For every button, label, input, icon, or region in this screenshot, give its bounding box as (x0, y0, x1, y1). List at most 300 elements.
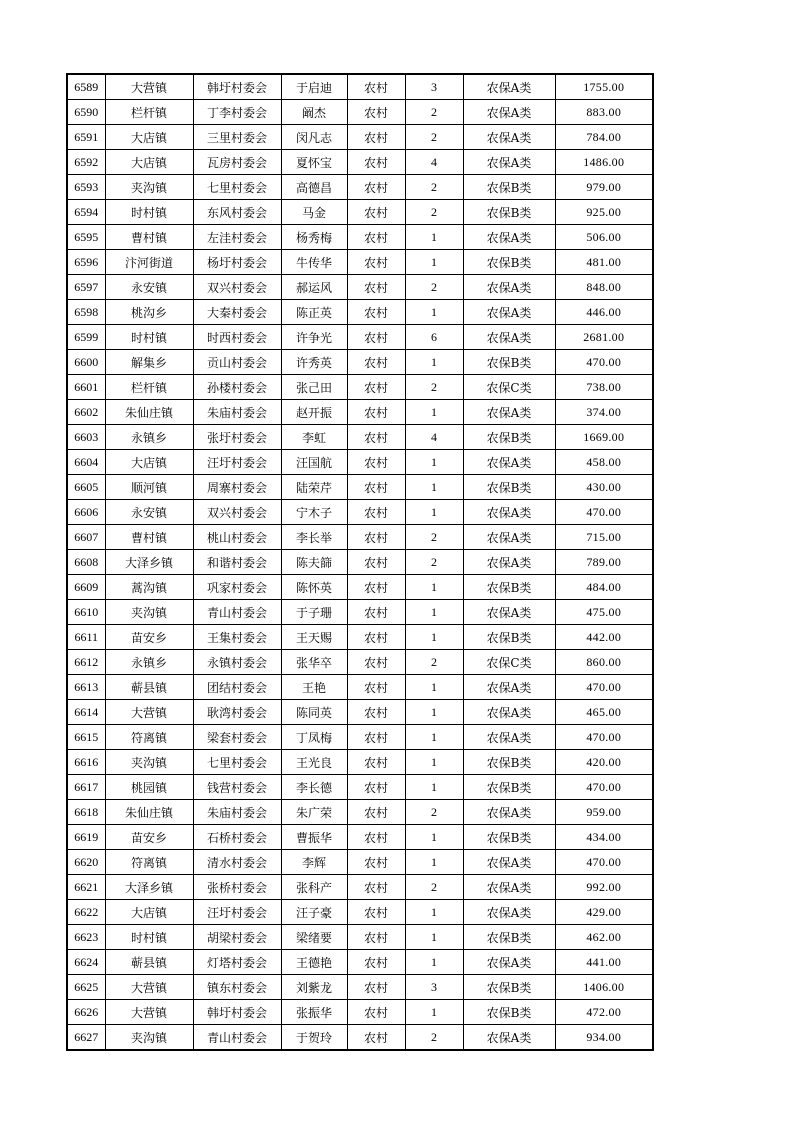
cell-amount: 2681.00 (555, 325, 653, 350)
cell-name: 马金 (281, 200, 347, 225)
cell-member-count: 2 (405, 650, 463, 675)
cell-village-committee: 双兴村委会 (193, 275, 281, 300)
cell-insurance-category: 农保A类 (463, 100, 555, 125)
cell-amount: 484.00 (555, 575, 653, 600)
cell-insurance-category: 农保A类 (463, 950, 555, 975)
cell-insurance-category: 农保A类 (463, 725, 555, 750)
cell-member-count: 3 (405, 74, 463, 100)
cell-village-committee: 张圩村委会 (193, 425, 281, 450)
cell-row-number: 6618 (67, 800, 105, 825)
cell-member-count: 1 (405, 500, 463, 525)
cell-row-number: 6604 (67, 450, 105, 475)
cell-name: 张振华 (281, 1000, 347, 1025)
table-row (67, 1000, 653, 1025)
cell-insurance-category: 农保B类 (463, 1000, 555, 1025)
cell-village-committee: 杨圩村委会 (193, 250, 281, 275)
cell-amount: 441.00 (555, 950, 653, 975)
table-row (67, 225, 653, 250)
cell-town: 朱仙庄镇 (105, 400, 193, 425)
table-row (67, 275, 653, 300)
cell-town: 顺河镇 (105, 475, 193, 500)
cell-household-type: 农村 (347, 775, 405, 800)
cell-name: 高德昌 (281, 175, 347, 200)
cell-household-type: 农村 (347, 675, 405, 700)
cell-village-committee: 瓦房村委会 (193, 150, 281, 175)
cell-household-type: 农村 (347, 350, 405, 375)
cell-village-committee: 团结村委会 (193, 675, 281, 700)
cell-household-type: 农村 (347, 425, 405, 450)
cell-row-number: 6593 (67, 175, 105, 200)
table-row (67, 575, 653, 600)
cell-amount: 446.00 (555, 300, 653, 325)
cell-town: 大店镇 (105, 125, 193, 150)
cell-insurance-category: 农保B类 (463, 625, 555, 650)
cell-name: 郝运风 (281, 275, 347, 300)
cell-insurance-category: 农保B类 (463, 475, 555, 500)
cell-insurance-category: 农保A类 (463, 550, 555, 575)
table-row (67, 125, 653, 150)
cell-row-number: 6591 (67, 125, 105, 150)
cell-member-count: 2 (405, 800, 463, 825)
cell-insurance-category: 农保A类 (463, 125, 555, 150)
cell-insurance-category: 农保B类 (463, 350, 555, 375)
cell-amount: 1406.00 (555, 975, 653, 1000)
cell-name: 梁绪要 (281, 925, 347, 950)
cell-member-count: 2 (405, 175, 463, 200)
cell-name: 陈同英 (281, 700, 347, 725)
cell-amount: 465.00 (555, 700, 653, 725)
table-row (67, 525, 653, 550)
cell-member-count: 1 (405, 225, 463, 250)
cell-amount: 475.00 (555, 600, 653, 625)
cell-household-type: 农村 (347, 200, 405, 225)
cell-insurance-category: 农保A类 (463, 800, 555, 825)
cell-insurance-category: 农保A类 (463, 500, 555, 525)
cell-name: 陈夫篩 (281, 550, 347, 575)
table-row (67, 450, 653, 475)
cell-village-committee: 耿湾村委会 (193, 700, 281, 725)
cell-amount: 738.00 (555, 375, 653, 400)
cell-village-committee: 清水村委会 (193, 850, 281, 875)
cell-town: 大泽乡镇 (105, 550, 193, 575)
cell-member-count: 1 (405, 775, 463, 800)
table-row (67, 650, 653, 675)
cell-town: 苗安乡 (105, 625, 193, 650)
cell-household-type: 农村 (347, 950, 405, 975)
table-row (67, 550, 653, 575)
cell-village-committee: 贡山村委会 (193, 350, 281, 375)
cell-town: 大营镇 (105, 74, 193, 100)
cell-row-number: 6619 (67, 825, 105, 850)
cell-town: 时村镇 (105, 925, 193, 950)
cell-name: 王天赐 (281, 625, 347, 650)
cell-row-number: 6597 (67, 275, 105, 300)
cell-amount: 979.00 (555, 175, 653, 200)
cell-insurance-category: 农保A类 (463, 225, 555, 250)
table-row (67, 775, 653, 800)
cell-row-number: 6607 (67, 525, 105, 550)
cell-village-committee: 梁套村委会 (193, 725, 281, 750)
cell-village-committee: 七里村委会 (193, 175, 281, 200)
records-table (66, 73, 654, 1051)
table-row (67, 825, 653, 850)
cell-member-count: 1 (405, 850, 463, 875)
table-row (67, 300, 653, 325)
cell-town: 大店镇 (105, 150, 193, 175)
cell-household-type: 农村 (347, 625, 405, 650)
cell-household-type: 农村 (347, 175, 405, 200)
cell-town: 符离镇 (105, 850, 193, 875)
cell-member-count: 2 (405, 525, 463, 550)
table-row (67, 875, 653, 900)
cell-village-committee: 桃山村委会 (193, 525, 281, 550)
cell-amount: 506.00 (555, 225, 653, 250)
cell-name: 阚杰 (281, 100, 347, 125)
cell-town: 夹沟镇 (105, 175, 193, 200)
cell-insurance-category: 农保C类 (463, 650, 555, 675)
cell-amount: 470.00 (555, 775, 653, 800)
cell-member-count: 2 (405, 275, 463, 300)
cell-amount: 715.00 (555, 525, 653, 550)
cell-insurance-category: 农保B类 (463, 250, 555, 275)
cell-village-committee: 三里村委会 (193, 125, 281, 150)
cell-name: 王德艳 (281, 950, 347, 975)
cell-amount: 472.00 (555, 1000, 653, 1025)
cell-household-type: 农村 (347, 225, 405, 250)
cell-amount: 442.00 (555, 625, 653, 650)
cell-household-type: 农村 (347, 125, 405, 150)
cell-town: 大店镇 (105, 450, 193, 475)
cell-row-number: 6603 (67, 425, 105, 450)
cell-name: 曹振华 (281, 825, 347, 850)
cell-insurance-category: 农保B类 (463, 975, 555, 1000)
cell-village-committee: 韩圩村委会 (193, 74, 281, 100)
cell-insurance-category: 农保A类 (463, 875, 555, 900)
cell-village-committee: 双兴村委会 (193, 500, 281, 525)
cell-town: 大营镇 (105, 1000, 193, 1025)
cell-town: 解集乡 (105, 350, 193, 375)
cell-household-type: 农村 (347, 800, 405, 825)
cell-member-count: 1 (405, 250, 463, 275)
cell-town: 朱仙庄镇 (105, 800, 193, 825)
cell-insurance-category: 农保A类 (463, 525, 555, 550)
cell-household-type: 农村 (347, 975, 405, 1000)
cell-member-count: 1 (405, 750, 463, 775)
cell-member-count: 4 (405, 425, 463, 450)
table-row (67, 800, 653, 825)
cell-village-committee: 张桥村委会 (193, 875, 281, 900)
cell-member-count: 2 (405, 125, 463, 150)
cell-member-count: 1 (405, 450, 463, 475)
cell-row-number: 6612 (67, 650, 105, 675)
cell-row-number: 6616 (67, 750, 105, 775)
cell-household-type: 农村 (347, 100, 405, 125)
cell-insurance-category: 农保A类 (463, 74, 555, 100)
table-row (67, 175, 653, 200)
cell-town: 苗安乡 (105, 825, 193, 850)
cell-amount: 784.00 (555, 125, 653, 150)
cell-row-number: 6613 (67, 675, 105, 700)
cell-village-committee: 周寨村委会 (193, 475, 281, 500)
cell-name: 王光良 (281, 750, 347, 775)
cell-household-type: 农村 (347, 325, 405, 350)
table-row (67, 675, 653, 700)
cell-amount: 470.00 (555, 675, 653, 700)
cell-town: 曹村镇 (105, 225, 193, 250)
cell-member-count: 1 (405, 400, 463, 425)
cell-village-committee: 胡梁村委会 (193, 925, 281, 950)
cell-name: 刘紫龙 (281, 975, 347, 1000)
cell-town: 桃园镇 (105, 775, 193, 800)
cell-household-type: 农村 (347, 550, 405, 575)
cell-name: 宁木子 (281, 500, 347, 525)
cell-amount: 470.00 (555, 850, 653, 875)
cell-row-number: 6606 (67, 500, 105, 525)
cell-village-committee: 朱庙村委会 (193, 400, 281, 425)
table-row (67, 200, 653, 225)
table-row (67, 1025, 653, 1051)
cell-name: 汪国航 (281, 450, 347, 475)
cell-member-count: 1 (405, 950, 463, 975)
table-row (67, 725, 653, 750)
cell-name: 王艳 (281, 675, 347, 700)
cell-amount: 420.00 (555, 750, 653, 775)
cell-household-type: 农村 (347, 150, 405, 175)
cell-row-number: 6621 (67, 875, 105, 900)
table-row (67, 475, 653, 500)
cell-member-count: 4 (405, 150, 463, 175)
cell-name: 朱广荣 (281, 800, 347, 825)
cell-member-count: 1 (405, 350, 463, 375)
cell-row-number: 6614 (67, 700, 105, 725)
cell-name: 张己田 (281, 375, 347, 400)
table-row (67, 850, 653, 875)
table-row (67, 600, 653, 625)
cell-member-count: 1 (405, 575, 463, 600)
cell-name: 张科产 (281, 875, 347, 900)
cell-name: 赵开振 (281, 400, 347, 425)
cell-village-committee: 左洼村委会 (193, 225, 281, 250)
cell-town: 栏杆镇 (105, 100, 193, 125)
table-row (67, 500, 653, 525)
cell-village-committee: 灯塔村委会 (193, 950, 281, 975)
cell-household-type: 农村 (347, 450, 405, 475)
cell-household-type: 农村 (347, 750, 405, 775)
cell-row-number: 6594 (67, 200, 105, 225)
cell-row-number: 6596 (67, 250, 105, 275)
table-row (67, 250, 653, 275)
cell-household-type: 农村 (347, 1000, 405, 1025)
cell-name: 夏怀宝 (281, 150, 347, 175)
cell-amount: 429.00 (555, 900, 653, 925)
cell-insurance-category: 农保B类 (463, 575, 555, 600)
cell-name: 张华卒 (281, 650, 347, 675)
cell-household-type: 农村 (347, 500, 405, 525)
cell-household-type: 农村 (347, 875, 405, 900)
cell-household-type: 农村 (347, 250, 405, 275)
cell-household-type: 农村 (347, 900, 405, 925)
cell-member-count: 6 (405, 325, 463, 350)
cell-row-number: 6605 (67, 475, 105, 500)
cell-town: 蕲县镇 (105, 950, 193, 975)
cell-household-type: 农村 (347, 300, 405, 325)
cell-member-count: 2 (405, 100, 463, 125)
table-row (67, 74, 653, 100)
cell-household-type: 农村 (347, 74, 405, 100)
cell-insurance-category: 农保A类 (463, 400, 555, 425)
cell-amount: 959.00 (555, 800, 653, 825)
cell-amount: 789.00 (555, 550, 653, 575)
cell-insurance-category: 农保B类 (463, 175, 555, 200)
cell-row-number: 6592 (67, 150, 105, 175)
table-row (67, 900, 653, 925)
cell-household-type: 农村 (347, 525, 405, 550)
cell-amount: 458.00 (555, 450, 653, 475)
cell-amount: 992.00 (555, 875, 653, 900)
cell-row-number: 6617 (67, 775, 105, 800)
cell-name: 陆荣芹 (281, 475, 347, 500)
cell-member-count: 2 (405, 200, 463, 225)
cell-name: 李虹 (281, 425, 347, 450)
cell-member-count: 2 (405, 1025, 463, 1051)
cell-town: 大泽乡镇 (105, 875, 193, 900)
cell-member-count: 2 (405, 875, 463, 900)
cell-town: 永镇乡 (105, 425, 193, 450)
cell-household-type: 农村 (347, 600, 405, 625)
cell-name: 于子珊 (281, 600, 347, 625)
table-row (67, 350, 653, 375)
cell-amount: 470.00 (555, 725, 653, 750)
cell-village-committee: 朱庙村委会 (193, 800, 281, 825)
cell-village-committee: 青山村委会 (193, 600, 281, 625)
cell-town: 永安镇 (105, 275, 193, 300)
cell-row-number: 6626 (67, 1000, 105, 1025)
cell-town: 桃沟乡 (105, 300, 193, 325)
cell-town: 夹沟镇 (105, 600, 193, 625)
cell-member-count: 1 (405, 900, 463, 925)
table-row (67, 950, 653, 975)
cell-household-type: 农村 (347, 700, 405, 725)
cell-member-count: 1 (405, 600, 463, 625)
table-row (67, 425, 653, 450)
cell-insurance-category: 农保A类 (463, 700, 555, 725)
cell-row-number: 6602 (67, 400, 105, 425)
table-row (67, 150, 653, 175)
cell-village-committee: 七里村委会 (193, 750, 281, 775)
cell-amount: 434.00 (555, 825, 653, 850)
cell-village-committee: 钱营村委会 (193, 775, 281, 800)
cell-insurance-category: 农保B类 (463, 425, 555, 450)
cell-row-number: 6624 (67, 950, 105, 975)
cell-town: 时村镇 (105, 200, 193, 225)
cell-household-type: 农村 (347, 275, 405, 300)
cell-name: 李长德 (281, 775, 347, 800)
table-row (67, 100, 653, 125)
cell-town: 时村镇 (105, 325, 193, 350)
cell-village-committee: 时西村委会 (193, 325, 281, 350)
cell-insurance-category: 农保A类 (463, 325, 555, 350)
cell-member-count: 1 (405, 475, 463, 500)
cell-row-number: 6598 (67, 300, 105, 325)
cell-village-committee: 永镇村委会 (193, 650, 281, 675)
table-row (67, 325, 653, 350)
cell-insurance-category: 农保A类 (463, 150, 555, 175)
cell-town: 永镇乡 (105, 650, 193, 675)
cell-village-committee: 青山村委会 (193, 1025, 281, 1051)
cell-name: 于启迪 (281, 74, 347, 100)
cell-row-number: 6610 (67, 600, 105, 625)
cell-household-type: 农村 (347, 375, 405, 400)
cell-village-committee: 汪圩村委会 (193, 900, 281, 925)
cell-village-committee: 大秦村委会 (193, 300, 281, 325)
cell-member-count: 2 (405, 375, 463, 400)
cell-town: 曹村镇 (105, 525, 193, 550)
cell-member-count: 1 (405, 300, 463, 325)
cell-name: 闵凡志 (281, 125, 347, 150)
cell-row-number: 6622 (67, 900, 105, 925)
cell-town: 蕲县镇 (105, 675, 193, 700)
cell-name: 牛传华 (281, 250, 347, 275)
table-row (67, 625, 653, 650)
cell-row-number: 6590 (67, 100, 105, 125)
cell-name: 汪子豪 (281, 900, 347, 925)
cell-insurance-category: 农保A类 (463, 300, 555, 325)
cell-insurance-category: 农保B类 (463, 925, 555, 950)
cell-village-committee: 和谐村委会 (193, 550, 281, 575)
cell-row-number: 6623 (67, 925, 105, 950)
cell-town: 符离镇 (105, 725, 193, 750)
cell-row-number: 6599 (67, 325, 105, 350)
cell-name: 杨秀梅 (281, 225, 347, 250)
cell-insurance-category: 农保A类 (463, 275, 555, 300)
cell-insurance-category: 农保A类 (463, 900, 555, 925)
cell-household-type: 农村 (347, 725, 405, 750)
cell-amount: 470.00 (555, 350, 653, 375)
cell-village-committee: 巩家村委会 (193, 575, 281, 600)
cell-village-committee: 汪圩村委会 (193, 450, 281, 475)
table-row (67, 975, 653, 1000)
cell-town: 栏杆镇 (105, 375, 193, 400)
cell-household-type: 农村 (347, 850, 405, 875)
cell-member-count: 1 (405, 725, 463, 750)
cell-amount: 934.00 (555, 1025, 653, 1051)
cell-name: 许秀英 (281, 350, 347, 375)
cell-row-number: 6611 (67, 625, 105, 650)
cell-member-count: 2 (405, 550, 463, 575)
cell-member-count: 1 (405, 1000, 463, 1025)
cell-amount: 374.00 (555, 400, 653, 425)
cell-town: 夹沟镇 (105, 750, 193, 775)
cell-town: 永安镇 (105, 500, 193, 525)
cell-household-type: 农村 (347, 400, 405, 425)
cell-member-count: 1 (405, 825, 463, 850)
cell-household-type: 农村 (347, 650, 405, 675)
cell-insurance-category: 农保B类 (463, 775, 555, 800)
cell-village-committee: 丁李村委会 (193, 100, 281, 125)
cell-amount: 430.00 (555, 475, 653, 500)
cell-household-type: 农村 (347, 825, 405, 850)
cell-insurance-category: 农保C类 (463, 375, 555, 400)
table-row (67, 700, 653, 725)
cell-village-committee: 镇东村委会 (193, 975, 281, 1000)
cell-row-number: 6595 (67, 225, 105, 250)
table-row (67, 375, 653, 400)
cell-member-count: 3 (405, 975, 463, 1000)
cell-amount: 470.00 (555, 500, 653, 525)
cell-village-committee: 王集村委会 (193, 625, 281, 650)
cell-town: 大店镇 (105, 900, 193, 925)
cell-insurance-category: 农保B类 (463, 200, 555, 225)
